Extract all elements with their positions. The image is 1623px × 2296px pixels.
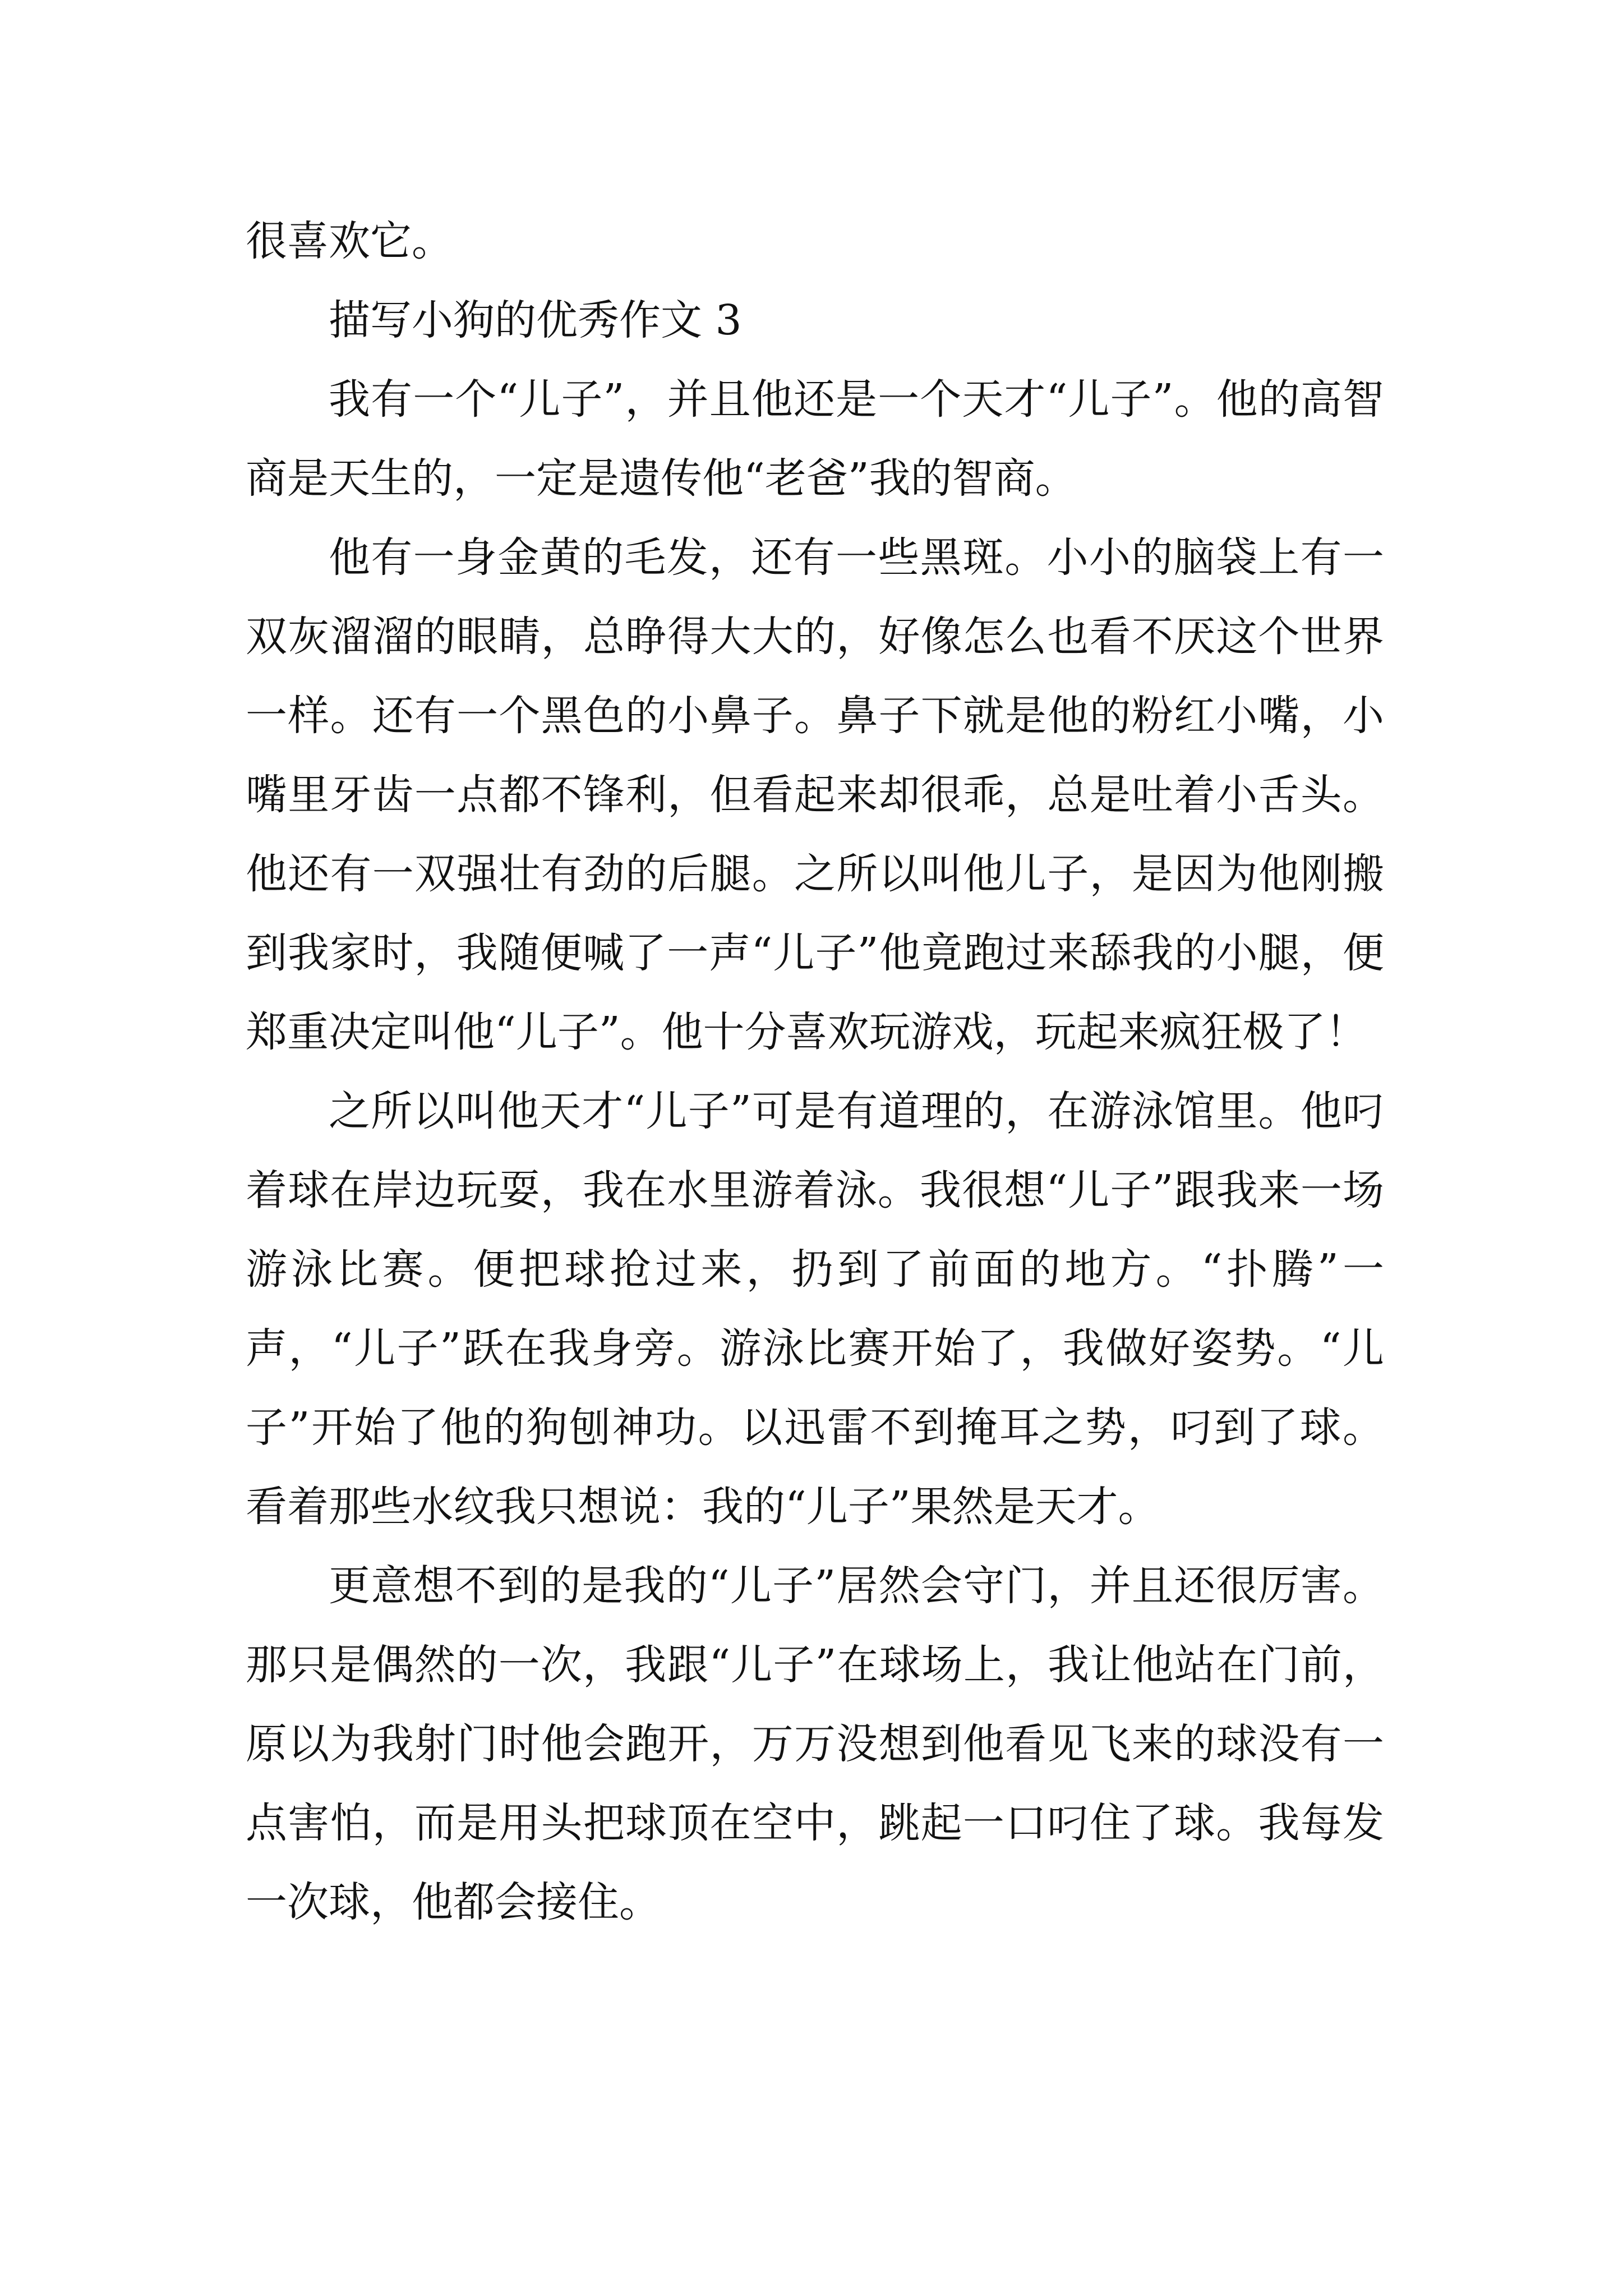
paragraph-1: 我有一个“儿子”，并且他还是一个天才“儿子”。他的高智商是天生的，一定是遗传他“老爸”我的智商。 bbox=[246, 375, 1384, 503]
continuation-line: 很喜欢它。 bbox=[246, 217, 453, 265]
paragraph-4: 更意想不到的是我的“儿子”居然会守门，并且还很厉害。那只是偶然的一次，我跟“儿子”在球场上，我让他站在门前，原以为我射门时他会跑开，万万没想到他看见飞来的球没有一点害怕，而是用头把球顶在空中，跳起一口叼住了球。我每发一次球，他都会接住。 bbox=[246, 1562, 1384, 1926]
document-body bbox=[246, 202, 1384, 1942]
essay-heading: 描写小狗的优秀作文 3 bbox=[329, 296, 742, 344]
paragraph-3: 之所以叫他天才“儿子”可是有道理的，在游泳馆里。他叼着球在岸边玩耍，我在水里游着泳。我很想“儿子”跟我来一场游泳比赛。便把球抢过来，扔到了前面的地方。“扑腾”一声，“儿子”跃在我身旁。游泳比赛开始了，我做好姿势。“儿子”开始了他的狗刨神功。以迅雷不到掩耳之势，叼到了球。看着那些水纹我只想说：我的“儿子”果然是天才。 bbox=[246, 1087, 1384, 1531]
paragraph-2: 他有一身金黄的毛发，还有一些黑斑。小小的脑袋上有一双灰溜溜的眼睛，总睁得大大的，好像怎么也看不厌这个世界一样。还有一个黑色的小鼻子。鼻子下就是他的粉红小嘴，小嘴里牙齿一点都不锋利，但看起来却很乖，总是吐着小舌头。他还有一双强壮有劲的后腿。之所以叫他儿子，是因为他刚搬到我家时，我随便喊了一声“儿子”他竟跑过来舔我的小腿，便郑重决定叫他“儿子”。他十分喜欢玩游戏，玩起来疯狂极了！ bbox=[246, 533, 1384, 1056]
